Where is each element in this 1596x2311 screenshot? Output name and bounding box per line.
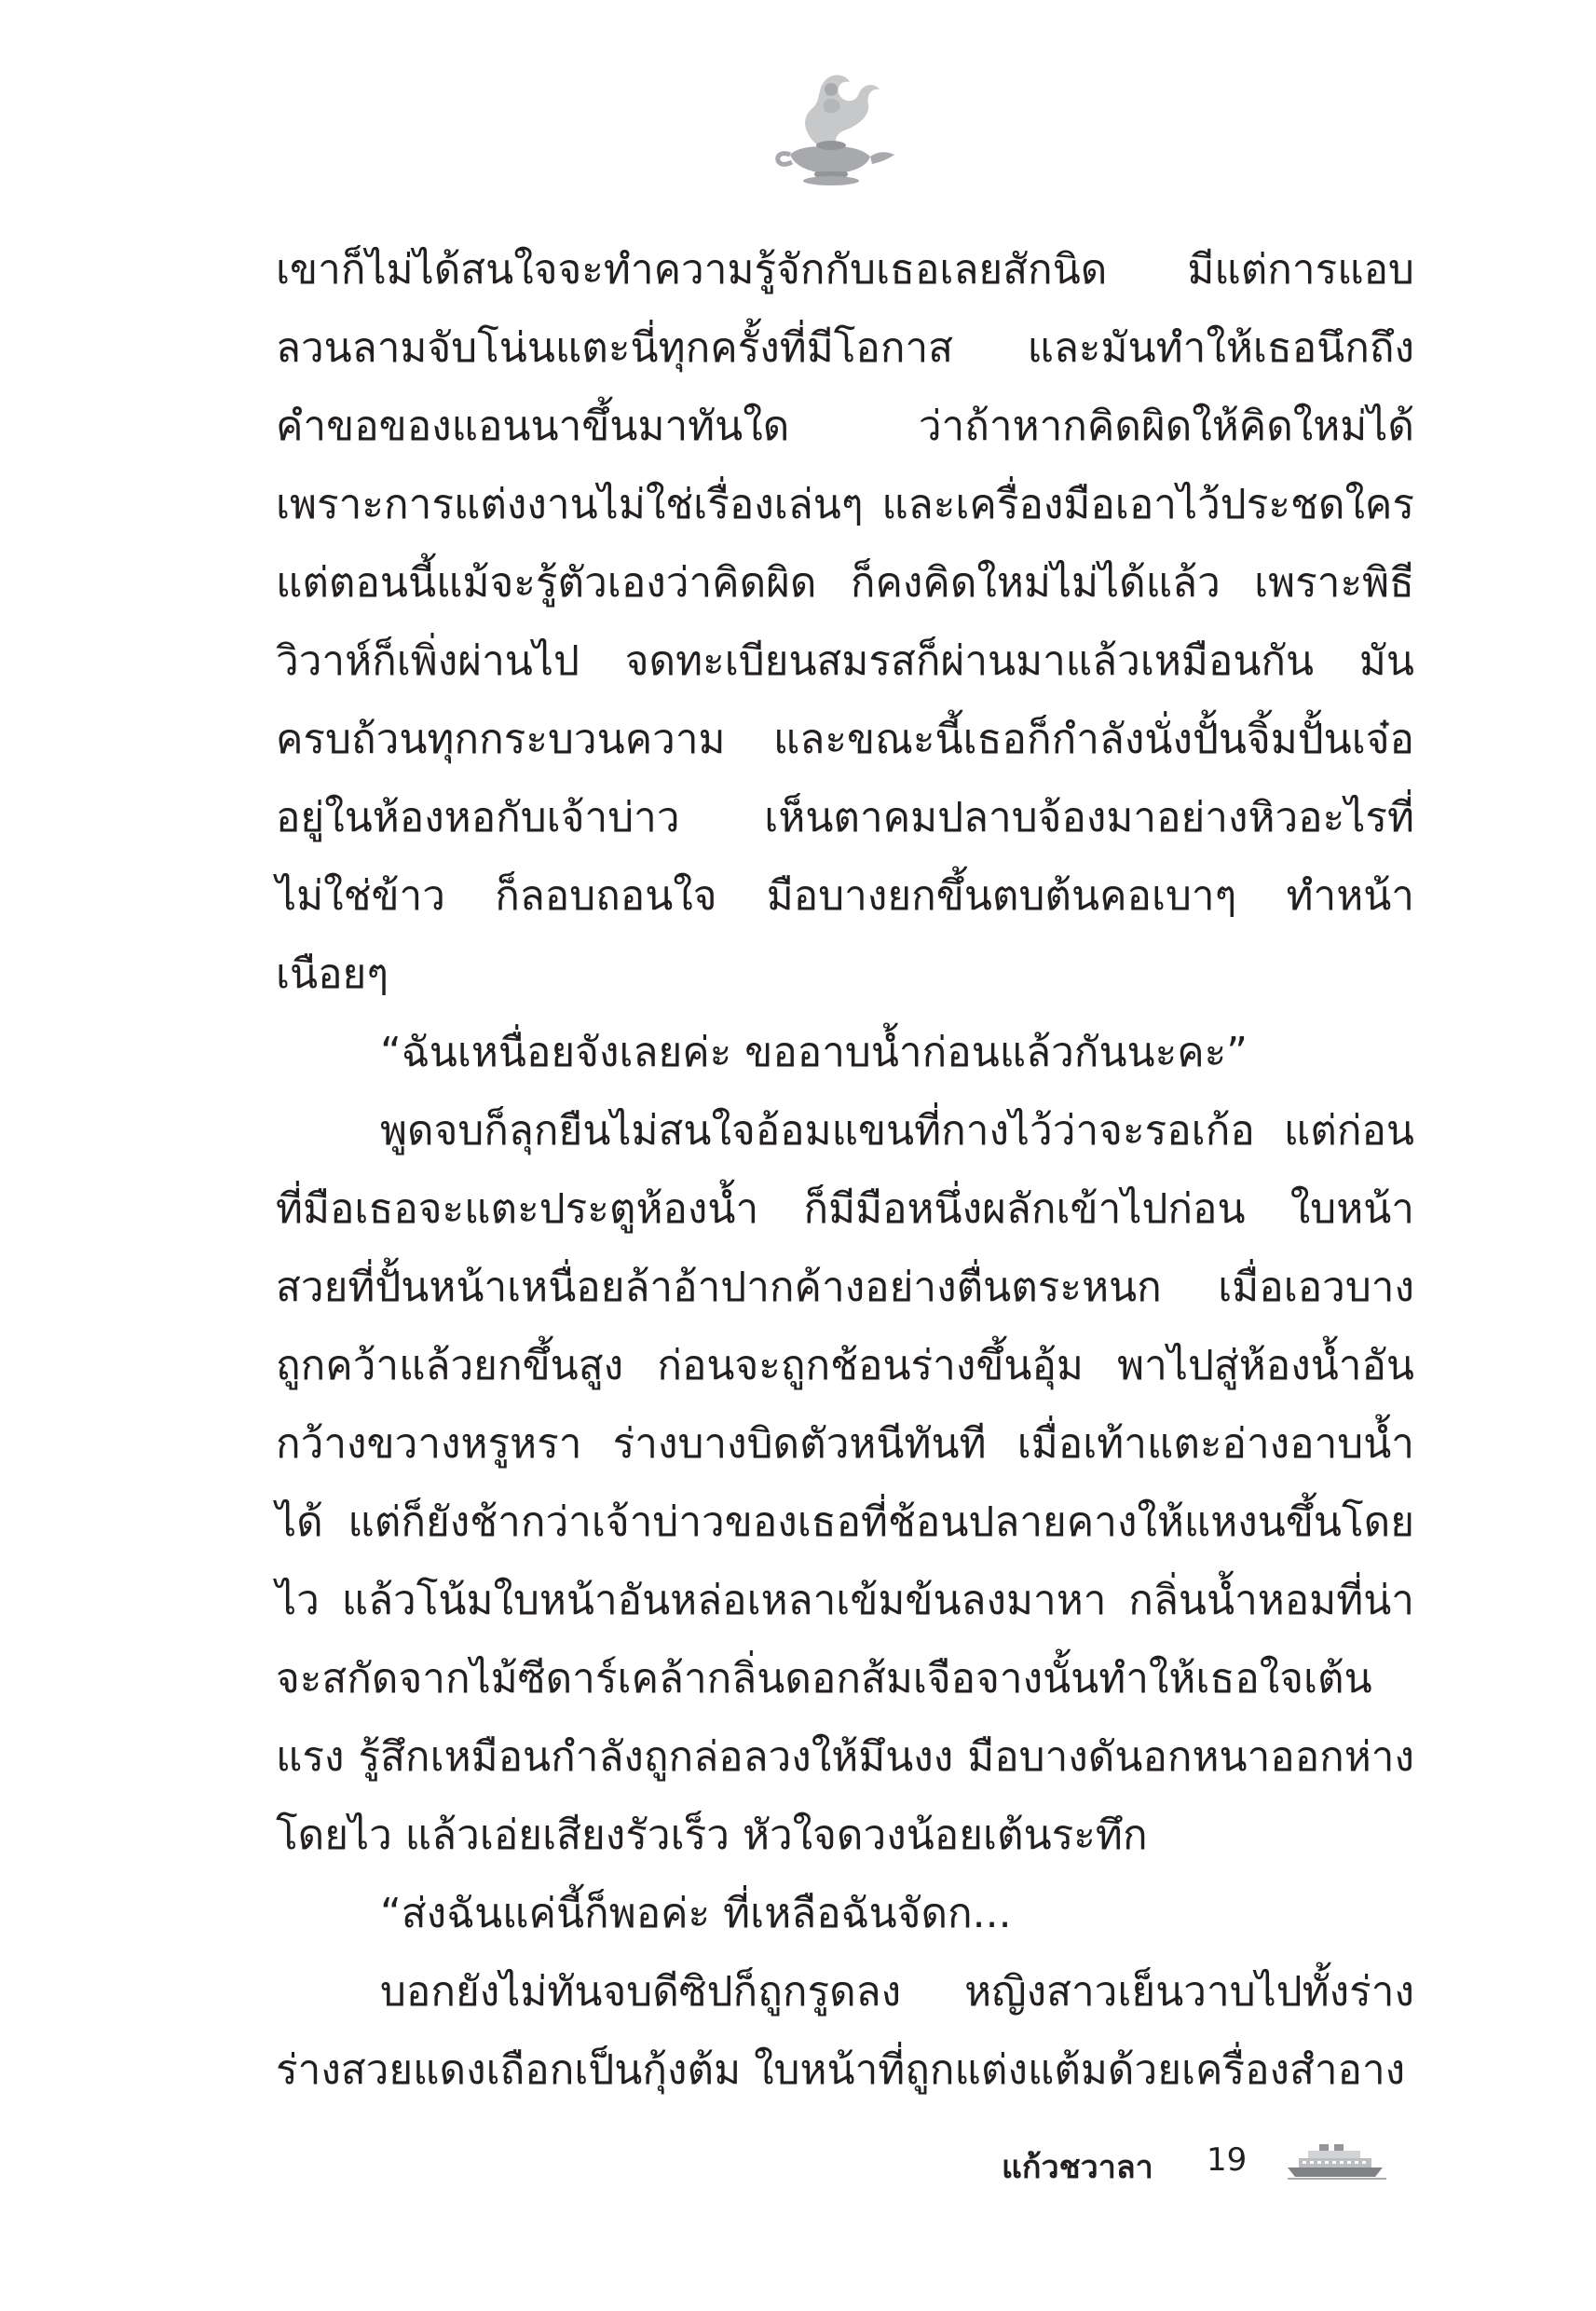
paragraph: เขาก็ไม่ได้สนใจจะทำความรู้จักกับเธอเลยสักนิด มีแต่การแอบลวนลามจับโน่นแตะนี่ทุกครั้งที่มีโอกาส และมันทำให้เธอนึกถึงคำขอของแอนนาขึ้นมาทันใด ว่าถ้าหากคิดผิดให้คิดใหม่ได้ เพราะการแต่งงานไม่ใช่เรื่องเล่นๆ และเครื่องมือเอาไว้ประชดใคร แต่ตอนนี้แม้จะรู้ตัวเองว่าคิดผิด ก็คงคิดใหม่ไม่ได้แล้ว เพราะพิธีวิวาห์ก็เพิ่งผ่านไป จดทะเบียนสมรสก็ผ่านมาแล้วเหมือนกัน มันครบถ้วนทุกกระบวนความ และขณะนี้เธอก็กำลังนั่งปั้นจิ้มปั้นเจ๋ออยู่ในห้องหอกับเจ้าบ่าว เห็นตาคมปลาบจ้องมาอย่างหิวอะไรที่ไม่ใช่ข้าว ก็ลอบถอนใจ มือบางยกขึ้นตบต้นคอเบาๆ ทำหน้าเนือยๆ <box>276 246 1414 998</box>
body-text <box>276 231 1414 2110</box>
paragraph: พูดจบก็ลุกยืนไม่สนใจอ้อมแขนที่กางไว้ว่าจะรอเก้อ แต่ก่อนที่มือเธอจะแตะประตูห้องน้ำ ก็มีมือหนึ่งผลักเข้าไปก่อน ใบหน้าสวยที่ปั้นหน้าเหนื่อยล้าอ้าปากค้างอย่างตื่นตระหนก เมื่อเอวบางถูกคว้าแล้วยกขึ้นสูง ก่อนจะถูกช้อนร่างขึ้นอุ้ม พาไปสู่ห้องน้ำอันกว้างขวางหรูหรา ร่างบางบิดตัวหนีทันที เมื่อเท้าแตะอ่างอาบน้ำได้ แต่ก็ยังช้ากว่าเจ้าบ่าวของเธอที่ช้อนปลายคางให้แหงนขึ้นโดยไว แล้วโน้มใบหน้าอันหล่อเหลาเข้มข้นลงมาหา กลิ่นน้ำหอมที่น่าจะสกัดจากไม้ซีดาร์เคล้ากลิ่นดอกส้มเจือจางนั้นทำให้เธอใจเต้นแรง รู้สึกเหมือนกำลังถูกล่อลวงให้มึนงง มือบางดันอกหนาออกห่างโดยไว แล้วเอ่ยเสียงรัวเร็ว หัวใจดวงน้อยเต้นระทึก <box>276 1107 1414 1859</box>
paragraph-dialogue: “ฉันเหนื่อยจังเลยค่ะ ขออาบน้ำก่อนแล้วกันนะคะ” <box>380 1029 1248 1076</box>
page-footer <box>978 2134 1388 2190</box>
page-number: 19 <box>1207 2141 1248 2179</box>
running-title: แก้วชวาลา <box>1002 2149 1153 2186</box>
genie-lamp-icon <box>770 65 900 186</box>
paragraph: บอกยังไม่ทันจบดีซิปก็ถูกรูดลง หญิงสาวเย็นวาบไปทั้งร่าง ร่างสวยแดงเถือกเป็นกุ้งต้ม ใบหน้าที่ถูกแต่งแต้มด้วยเครื่องสำอาง <box>276 1968 1414 2094</box>
paragraph-dialogue: “ส่งฉันแค่นี้ก็พอค่ะ ที่เหลือฉันจัดก... <box>380 1890 1012 1937</box>
ship-icon <box>1286 2140 1388 2181</box>
